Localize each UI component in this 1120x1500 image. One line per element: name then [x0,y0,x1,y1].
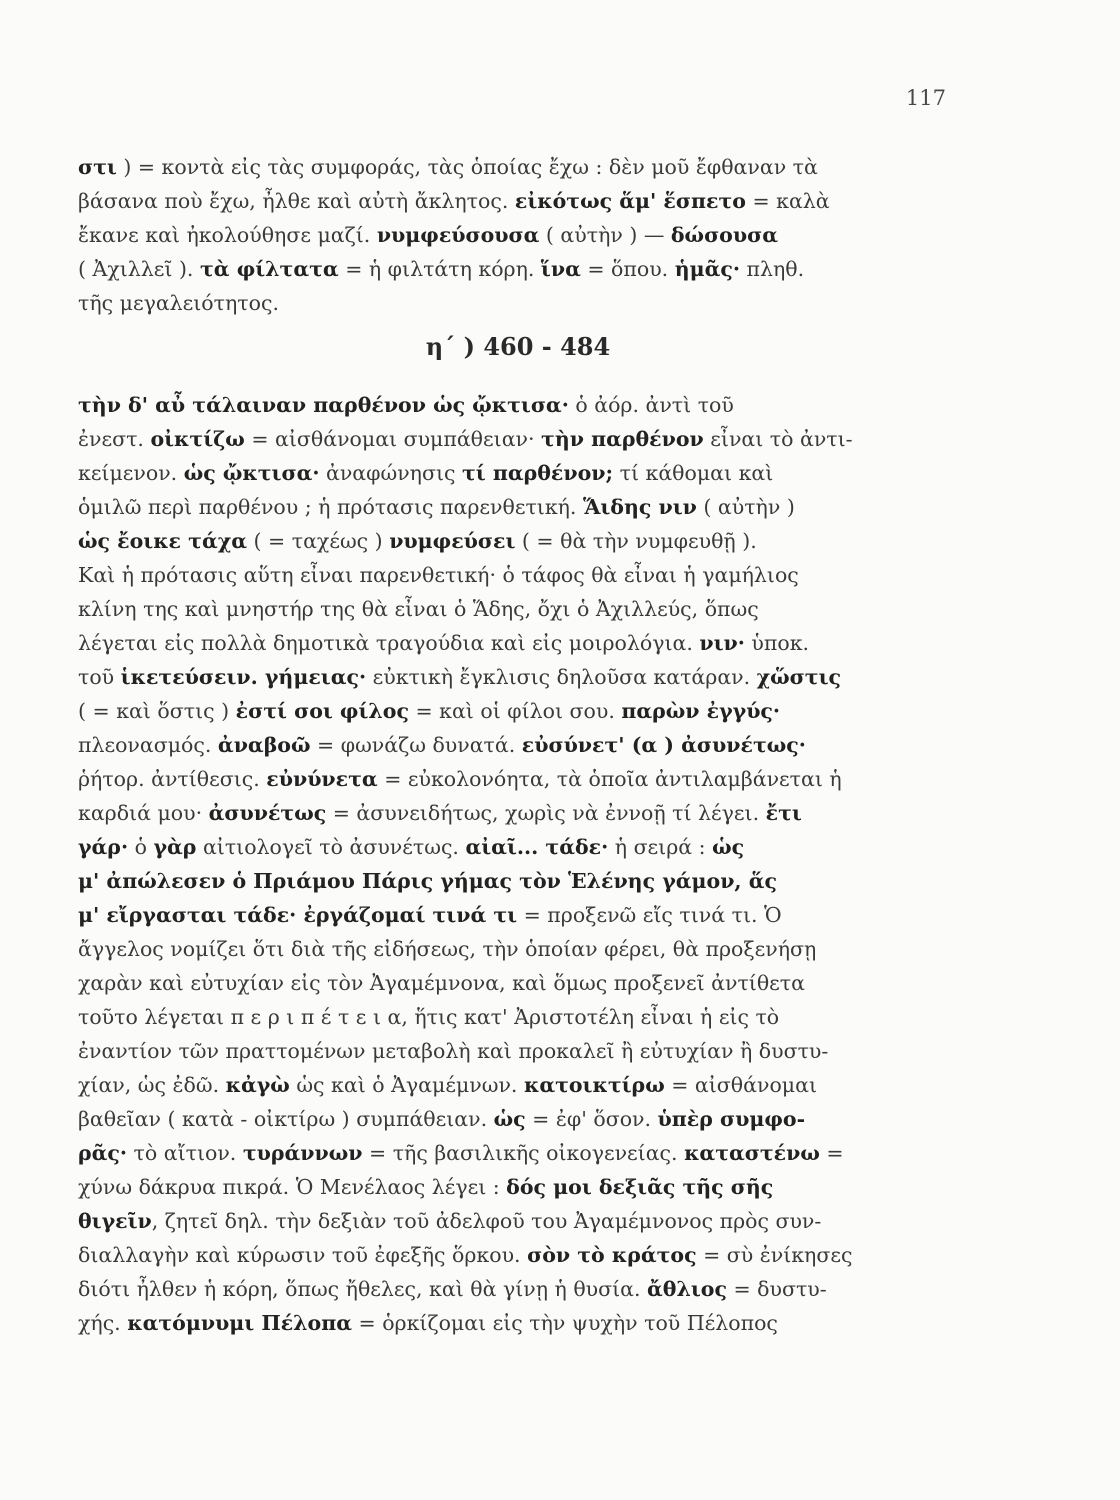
bold-term: ὡς ἔοικε τάχα [78,529,247,553]
plain-text: καρδιά μου· [78,801,209,825]
plain-text: ( Ἀχιλλεῖ ). [78,257,200,281]
bold-term: παρὼν ἐγγύς· [621,699,781,723]
bold-term: τὰ φίλτατα [199,257,339,281]
plain-text: ἐναντίον τῶν πραττομένων μεταβολὴ καὶ προκαλεῖ ἢ εὐτυχίαν ἢ δυστυ- [78,1039,829,1063]
plain-text: ὑποκ. [744,631,810,655]
plain-text: ὁ ἀόρ. ἀντὶ τοῦ [568,393,734,417]
bold-term: θιγεῖν [78,1209,152,1233]
text-line [78,1000,958,1034]
bold-term: ἔτι [765,801,802,825]
bold-term: μ' ἀπώλεσεν ὁ Πριάμου Πάρις γήμας τὸν Ἑλένης γάμον, ἅς [78,869,777,893]
text-line [78,762,958,796]
plain-text: ἐνεστ. [78,427,151,451]
bold-term: ὡς ᾤκτισα· [183,461,320,485]
plain-text: ἔκανε καὶ ἠκολούθησε μαζί. [78,223,377,247]
text-line [78,694,958,728]
text-line [78,796,958,830]
plain-text: = ὅπου. [580,257,675,281]
bold-term: ἱκετεύσειν. γήμειας· [120,665,367,689]
plain-text: αἰτιολογεῖ τὸ ἀσυνέτως. [196,835,466,859]
plain-text: ὡς καὶ ὁ Ἀγαμέμνων. [289,1073,524,1097]
bold-term: ἄθλιος [647,1277,727,1301]
bold-term: τυράννων [242,1141,363,1165]
plain-text: = [819,1141,844,1165]
section-heading: η΄ ) 460 - 484 [425,332,611,361]
bold-term: καταστένω [684,1141,820,1165]
bold-term: εἰκότως ἅμ' ἕσπετο [514,189,746,213]
plain-text: εἶναι τὸ ἀντι- [703,427,853,451]
text-line [78,1136,958,1170]
text-line [78,388,958,422]
bold-term: τὴν παρθένον [541,427,704,451]
text-line [78,252,958,286]
plain-text: = τῆς βασιλικῆς οἰκογενείας. [362,1141,685,1165]
plain-text: = δυστυ- [726,1277,827,1301]
plain-text: πληθ. [740,257,805,281]
bold-term: δός μοι δεξιᾶς τῆς σῆς [506,1175,774,1199]
plain-text: βάσανα ποὺ ἔχω, ἦλθε καὶ αὐτὴ ἄκλητος. [78,189,515,213]
bold-term: εὐσύνετ' (α ) ἀσυνέτως· [521,733,806,757]
text-line [78,660,958,694]
bold-term: δώσουσα [670,223,778,247]
bold-term: τί παρθένον; [462,461,614,485]
bold-term: ὑπὲρ συμφο- [657,1107,806,1131]
bold-term: στι [78,155,117,179]
plain-text: ( αὐτὴν ) — [539,223,671,247]
bold-term: γὰρ [153,835,197,859]
plain-text: Καὶ ἡ πρότασις αὕτη εἶναι παρενθετική· ὁ τάφος θὰ εἶναι ἡ γαμήλιος [78,563,799,587]
plain-text: , ζητεῖ δηλ. τὴν δεξιὰν τοῦ ἀδελφοῦ του Ἀγαμέμνονος πρὸς συν- [151,1209,822,1233]
text-line [78,558,958,592]
text-line [78,966,958,1000]
plain-text: τοῦ [78,665,121,689]
bold-term: σὸν τὸ κράτος [527,1243,697,1267]
plain-text: ἡ σειρά : [608,835,713,859]
plain-text: = ἐφ' ὅσον. [525,1107,658,1131]
plain-text: = ἀσυνειδήτως, χωρὶς νὰ ἐννοῇ τί λέγει. [326,801,766,825]
plain-text: βαθεῖαν ( κατὰ - οἰκτίρω ) συμπάθειαν. [78,1107,494,1131]
plain-text: τῆς μεγαλειότητος. [78,291,279,315]
text-line [78,456,958,490]
bold-term: τὴν δ' αὖ τάλαιναν παρθένον ὡς ᾤκτισα· [78,393,569,417]
bold-term: ρᾶς· [78,1141,128,1165]
text-line [78,150,958,184]
bold-term: οἰκτίζω [150,427,245,451]
plain-text: τὸ αἴτιον. [127,1141,243,1165]
plain-text: ὁμιλῶ περὶ παρθένου ; ἡ πρότασις παρενθετική. [78,495,583,519]
text-block-before [78,150,958,320]
plain-text: ὁ [128,835,154,859]
plain-text: = ἡ φιλτάτη κόρη. [338,257,541,281]
bold-term: κατοικτίρω [523,1073,665,1097]
plain-text: ῥήτορ. ἀντίθεσις. [78,767,267,791]
text-line [78,1034,958,1068]
plain-text: χής. [78,1311,128,1335]
plain-text: ἄγγελος νομίζει ὅτι διὰ τῆς εἰδήσεως, τὴν ὁποίαν φέρει, θὰ προξενήσῃ [78,937,817,961]
bold-term: νυμφεύσει [389,529,516,553]
plain-text: ( αὐτὴν ) [696,495,795,519]
text-line [78,1170,958,1204]
text-line [78,1238,958,1272]
commentary-text [78,150,958,1340]
bold-term: ὡς [493,1107,526,1131]
plain-text: εὐκτικὴ ἔγκλισις δηλοῦσα κατάραν. [366,665,757,689]
text-line [78,1102,958,1136]
bold-term: χὥστις [756,665,841,689]
plain-text: χίαν, ὡς ἐδῶ. [78,1073,226,1097]
bold-term: γάρ· [78,835,129,859]
bold-term: ὡς [712,835,745,859]
text-line [78,728,958,762]
text-line [78,490,958,524]
text-line [78,626,958,660]
plain-text: = αἰσθάνομαι συμπάθειαν· [244,427,542,451]
text-line [78,864,958,898]
bold-term: ἡμᾶς· [674,257,741,281]
text-line [78,592,958,626]
plain-text: διαλλαγὴν καὶ κύρωσιν τοῦ ἐφεξῆς ὅρκου. [78,1243,528,1267]
plain-text: = προξενῶ εἴς τινά τι. Ὁ [517,903,782,927]
plain-text: = εὐκολονόητα, τὰ ὁποῖα ἀντιλαμβάνεται ἡ [377,767,842,791]
plain-text: = σὺ ἐνίκησες [696,1243,853,1267]
plain-text: = φωνάζω δυνατά. [310,733,522,757]
bold-term: εὐνύνετα [266,767,378,791]
plain-text: τοῦτο λέγεται π ε ρ ι π έ τ ε ι α, ἥτις κατ' Ἀριστοτέλη εἶναι ἡ εἰς τὸ [78,1005,780,1029]
plain-text: χαρὰν καὶ εὐτυχίαν εἰς τὸν Ἀγαμέμνονα, καὶ ὅμως προξενεῖ ἀντίθετα [78,971,805,995]
plain-text: ( = θὰ τὴν νυμφευθῇ ). [515,529,757,553]
bold-term: ἐστί σοι φίλος [235,699,409,723]
plain-text: λέγεται εἰς πολλὰ δημοτικὰ τραγούδια καὶ εἰς μοιρολόγια. [78,631,700,655]
plain-text: τί κάθομαι καὶ [613,461,774,485]
bold-term: αἰαῖ... τάδε· [465,835,609,859]
bold-term: ἀναβοῶ [217,733,311,757]
text-line [78,524,958,558]
page-number: 117 [905,86,946,110]
bold-term: κἀγὼ [225,1073,290,1097]
text-line [78,1068,958,1102]
plain-text: ) = κοντὰ εἰς τὰς συμφοράς, τὰς ὁποίας ἔχω : δὲν μοῦ ἔφθαναν τὰ [116,155,818,179]
plain-text: κείμενον. [78,461,184,485]
text-line [78,218,958,252]
plain-text: πλεονασμός. [78,733,218,757]
text-line [78,898,958,932]
bold-term: νυμφεύσουσα [376,223,540,247]
text-line [78,1306,958,1340]
bold-term: ἀσυνέτως [208,801,327,825]
text-line [78,1272,958,1306]
plain-text: = καὶ οἱ φίλοι σου. [408,699,622,723]
text-line [78,286,958,320]
plain-text: ( = καὶ ὅστις ) [78,699,236,723]
plain-text: = αἰσθάνομαι [664,1073,817,1097]
bold-term: ἵνα [540,257,581,281]
text-line [78,932,958,966]
plain-text: κλίνη της καὶ μνηστήρ της θὰ εἶναι ὁ Ἅδης, ὄχι ὁ Ἀχιλλεύς, ὅπως [78,597,759,621]
text-line [78,184,958,218]
text-line [78,422,958,456]
text-line [78,830,958,864]
plain-text: = ὁρκίζομαι εἰς τὴν ψυχὴν τοῦ Πέλοπος [352,1311,778,1335]
bold-term: Ἅιδης νιν [582,495,697,519]
plain-text: ἀναφώνησις [319,461,462,485]
plain-text: διότι ἦλθεν ἡ κόρη, ὅπως ἤθελες, καὶ θὰ γίνῃ ἡ θυσία. [78,1277,648,1301]
plain-text: ( = ταχέως ) [247,529,390,553]
text-line [78,1204,958,1238]
plain-text: χύνω δάκρυα πικρά. Ὁ Μενέλαος λέγει : [78,1175,507,1199]
text-block-after [78,388,958,1340]
plain-text: = καλὰ [745,189,830,213]
bold-term: κατόμνυμι Πέλοπα [127,1311,352,1335]
bold-term: μ' εἴργασται τάδε· ἐργάζομαί τινά τι [78,903,518,927]
bold-term: νιν· [699,631,745,655]
